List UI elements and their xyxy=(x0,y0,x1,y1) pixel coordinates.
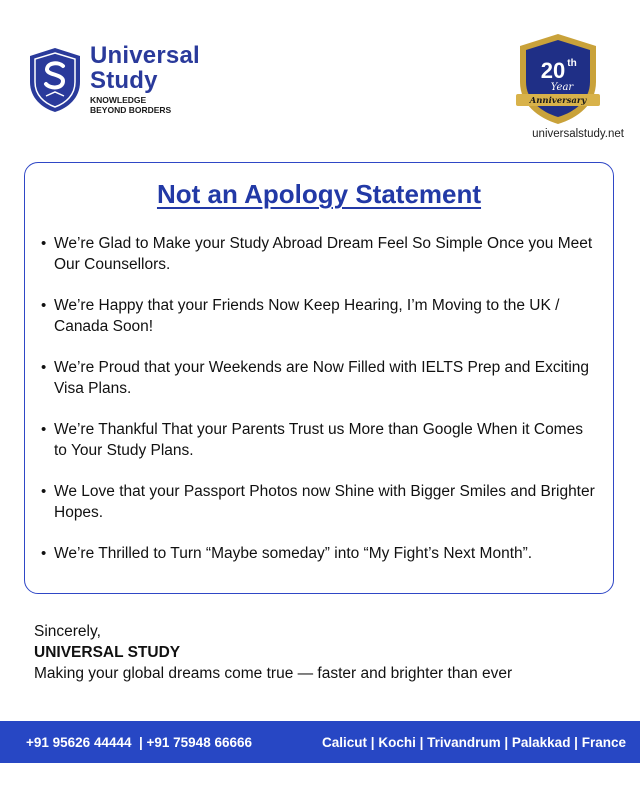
anniversary-year: Year xyxy=(550,82,574,93)
page-title: Not an Apology Statement xyxy=(156,179,482,209)
statement-point: • We’re Proud that your Weekends are Now Filled with IELTS Prep and Exciting Visa Plans. xyxy=(41,357,595,399)
statement-point: • We’re Happy that your Friends Now Keep Hearing, I’m Moving to the UK / Canada Soon! xyxy=(41,295,595,337)
contact-footer xyxy=(0,721,640,763)
tagline-line1: KNOWLEDGE xyxy=(90,95,147,105)
phone-numbers[interactable]: +91 95626 44444 | +91 75948 66666 xyxy=(26,734,252,750)
brand-logo xyxy=(28,44,200,116)
statement-card xyxy=(24,162,614,594)
statement-point: • We’re Thrilled to Turn “Maybe someday” into “My Fight’s Next Month”. xyxy=(41,543,595,564)
statement-point: • We Love that your Passport Photos now Shine with Bigger Smiles and Brighter Hopes. xyxy=(41,481,595,523)
signoff-company: UNIVERSAL STUDY xyxy=(34,644,181,661)
anniversary-number: 20 xyxy=(540,58,566,83)
shield-logo-icon xyxy=(28,46,82,114)
anniversary-word: Anniversary xyxy=(529,96,587,106)
tagline-line2: BEYOND BORDERS xyxy=(90,104,172,115)
anniversary-badge-icon xyxy=(510,30,606,126)
signoff-slogan: Making your global dreams come true — faster and brighter than ever xyxy=(34,665,513,682)
signoff-block xyxy=(34,621,512,684)
statement-list xyxy=(41,233,595,584)
brand-name-line1: Universal xyxy=(90,42,200,69)
signoff-greeting: Sincerely, xyxy=(34,623,101,640)
website-url[interactable]: universalstudy.net xyxy=(532,128,624,140)
anniversary-suffix: th xyxy=(567,58,577,69)
statement-point: • We’re Thankful That your Parents Trust us More than Google When it Comes to Your Study Plans. xyxy=(41,419,595,461)
office-locations: Calicut | Kochi | Trivandrum | Palakkad | France xyxy=(322,734,626,750)
bottom-margin xyxy=(0,763,640,800)
statement-point: • We’re Glad to Make your Study Abroad Dream Feel So Simple Once you Meet Our Counsellors. xyxy=(41,233,595,275)
brand-name-line2: Study xyxy=(90,67,158,94)
